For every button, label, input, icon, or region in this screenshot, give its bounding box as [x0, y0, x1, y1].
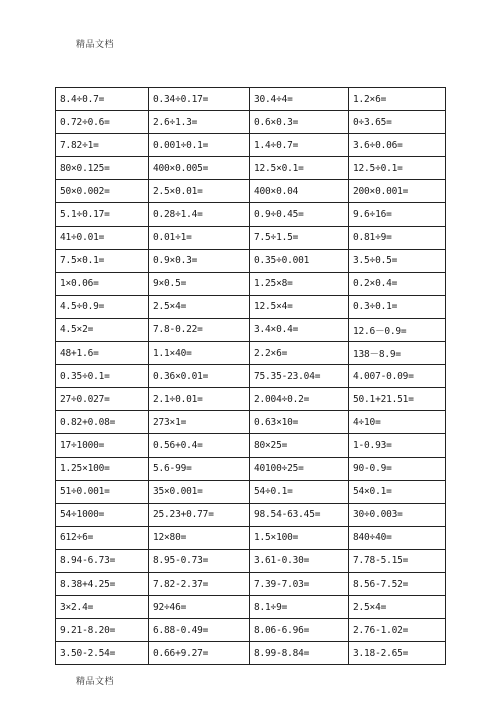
problem-cell: 6.88-0.49= [149, 619, 250, 642]
table-row [56, 157, 446, 180]
problem-cell: 0.6×0.3= [250, 111, 349, 134]
problem-cell: 840÷40= [349, 526, 446, 549]
problem-cell: 8.4÷0.7= [56, 88, 149, 111]
problem-cell: 2.2×6= [250, 342, 349, 365]
problem-cell: 48+1.6= [56, 342, 149, 365]
problem-cell: 2.5×0.01= [149, 180, 250, 203]
table-row [56, 111, 446, 134]
problem-cell: 612÷6= [56, 526, 149, 549]
problem-cell: 0.36×0.01= [149, 365, 250, 388]
problem-cell: 41÷0.01= [56, 226, 149, 249]
problem-cell: 12.5×4= [250, 295, 349, 318]
problem-cell: 0.81÷9= [349, 226, 446, 249]
problem-cell: 3.5÷0.5= [349, 249, 446, 272]
problem-cell: 35×0.001= [149, 480, 250, 503]
problem-cell: 54÷1000= [56, 503, 149, 526]
problem-cell: 0.3÷0.1= [349, 295, 446, 318]
problem-cell: 8.06-6.96= [250, 619, 349, 642]
problem-cell: 50×0.002= [56, 180, 149, 203]
problem-cell: 7.82-2.37= [149, 572, 250, 595]
problem-cell: 30.4÷4= [250, 88, 349, 111]
problem-cell: 0.34÷0.17= [149, 88, 250, 111]
problem-cell: 98.54-63.45= [250, 503, 349, 526]
problem-cell: 2.5×4= [349, 596, 446, 619]
problem-cell: 0.01÷1= [149, 226, 250, 249]
problem-cell: 0.001÷0.1= [149, 134, 250, 157]
problem-cell: 8.56-7.52= [349, 572, 446, 595]
problem-cell: 1.25×8= [250, 272, 349, 295]
problem-cell: 1.25×100= [56, 457, 149, 480]
problem-cell: 4.007-0.09= [349, 365, 446, 388]
problem-cell: 7.5÷1.5= [250, 226, 349, 249]
problem-cell: 12×80= [149, 526, 250, 549]
problem-cell: 7.39-7.03= [250, 572, 349, 595]
problem-cell: 9.21-8.20= [56, 619, 149, 642]
table-row [56, 388, 446, 411]
problem-cell: 5.1÷0.17= [56, 203, 149, 226]
problem-cell: 0.9÷0.45= [250, 203, 349, 226]
problem-cell: 3.50-2.54= [56, 642, 149, 665]
problem-cell: 0.63×10= [250, 411, 349, 434]
problem-cell: 2.1÷0.01= [149, 388, 250, 411]
problem-cell: 17÷1000= [56, 434, 149, 457]
table-row [56, 411, 446, 434]
problem-cell: 50.1+21.51= [349, 388, 446, 411]
table-row [56, 249, 446, 272]
problem-cell: 400×0.04 [250, 180, 349, 203]
page-header: 精品文档 [76, 40, 115, 50]
problem-cell: 7.5×0.1= [56, 249, 149, 272]
problem-cell: 0.56+0.4= [149, 434, 250, 457]
problem-cell: 12.5÷0.1= [349, 157, 446, 180]
problem-cell: 0÷3.65= [349, 111, 446, 134]
table-row [56, 572, 446, 595]
problem-cell: 4.5÷0.9= [56, 295, 149, 318]
problem-cell: 40100÷25= [250, 457, 349, 480]
problem-cell: 75.35-23.04= [250, 365, 349, 388]
table-row [56, 642, 446, 665]
table-row [56, 526, 446, 549]
problem-cell: 7.78-5.15= [349, 549, 446, 572]
table-row [56, 342, 446, 365]
table-row [56, 318, 446, 341]
problem-cell: 12.6－0.9= [349, 318, 446, 341]
problem-cell: 2.5×4= [149, 295, 250, 318]
problem-cell: 1.2×6= [349, 88, 446, 111]
problem-cell: 0.35÷0.001 [250, 249, 349, 272]
problem-cell: 7.82÷1= [56, 134, 149, 157]
problem-cell: 0.28÷1.4= [149, 203, 250, 226]
problem-cell: 2.004÷0.2= [250, 388, 349, 411]
problem-cell: 3×2.4= [56, 596, 149, 619]
problem-cell: 3.6÷0.06= [349, 134, 446, 157]
problem-cell: 80×0.125= [56, 157, 149, 180]
arithmetic-table [55, 87, 446, 665]
table-row [56, 549, 446, 572]
problem-cell: 90-0.9= [349, 457, 446, 480]
problem-cell: 3.18-2.65= [349, 642, 446, 665]
table-row [56, 619, 446, 642]
problem-cell: 1×0.06= [56, 272, 149, 295]
problem-cell: 27÷0.027= [56, 388, 149, 411]
problem-cell: 400×0.005= [149, 157, 250, 180]
problem-cell: 0.66+9.27= [149, 642, 250, 665]
problem-cell: 0.72÷0.6= [56, 111, 149, 134]
table-row [56, 434, 446, 457]
problem-cell: 8.95-0.73= [149, 549, 250, 572]
problem-cell: 80×25= [250, 434, 349, 457]
table-row [56, 180, 446, 203]
page-footer: 精品文档 [76, 677, 115, 687]
problem-cell: 273×1= [149, 411, 250, 434]
table-row [56, 272, 446, 295]
problem-cell: 4÷10= [349, 411, 446, 434]
problem-cell: 3.61-0.30= [250, 549, 349, 572]
table-row [56, 503, 446, 526]
problem-cell: 54×0.1= [349, 480, 446, 503]
problem-cell: 92÷46= [149, 596, 250, 619]
problem-cell: 8.38+4.25= [56, 572, 149, 595]
problem-cell: 8.99-8.84= [250, 642, 349, 665]
problem-cell: 138－8.9= [349, 342, 446, 365]
table-row [56, 134, 446, 157]
problem-cell: 0.35÷0.1= [56, 365, 149, 388]
problem-cell: 51÷0.001= [56, 480, 149, 503]
problem-cell: 0.9×0.3= [149, 249, 250, 272]
problem-cell: 1.5×100= [250, 526, 349, 549]
table-row [56, 480, 446, 503]
problem-cell: 200×0.001= [349, 180, 446, 203]
problem-cell: 30÷0.003= [349, 503, 446, 526]
table-row [56, 457, 446, 480]
table-row [56, 88, 446, 111]
problem-cell: 54÷0.1= [250, 480, 349, 503]
problem-cell: 0.82+0.08= [56, 411, 149, 434]
problem-cell: 0.2×0.4= [349, 272, 446, 295]
problem-cell: 9.6÷16= [349, 203, 446, 226]
table-row [56, 203, 446, 226]
problem-cell: 9×0.5= [149, 272, 250, 295]
table-row [56, 596, 446, 619]
problem-cell: 8.94-6.73= [56, 549, 149, 572]
problem-cell: 7.8-0.22= [149, 318, 250, 341]
problem-cell: 2.6÷1.3= [149, 111, 250, 134]
problem-cell: 2.76-1.02= [349, 619, 446, 642]
problem-cell: 8.1÷9= [250, 596, 349, 619]
problem-cell: 1-0.93= [349, 434, 446, 457]
table-row [56, 365, 446, 388]
problem-cell: 1.4÷0.7= [250, 134, 349, 157]
table-row [56, 295, 446, 318]
problem-cell: 1.1×40= [149, 342, 250, 365]
problem-cell: 4.5×2= [56, 318, 149, 341]
problem-cell: 5.6-99= [149, 457, 250, 480]
problem-cell: 25.23+0.77= [149, 503, 250, 526]
table-row [56, 226, 446, 249]
problem-cell: 12.5×0.1= [250, 157, 349, 180]
problem-cell: 3.4×0.4= [250, 318, 349, 341]
